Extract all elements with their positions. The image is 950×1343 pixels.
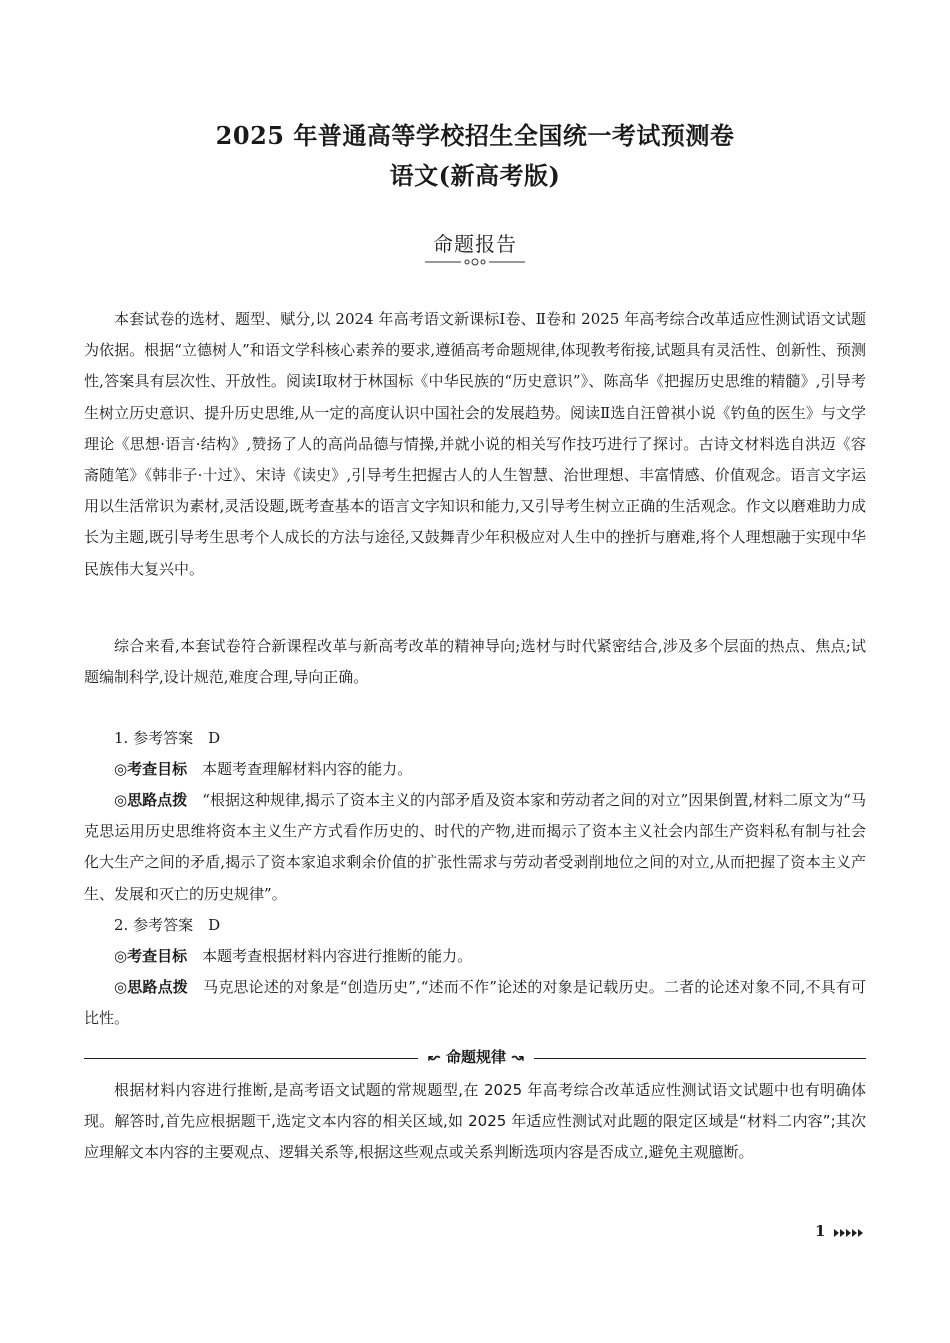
q2-idea-text: 马克思论述的对象是“创造历史”,“述而不作”论述的对象是记载历史。二者的论述对象不同,不具有可比性。	[84, 978, 867, 1028]
rule-line-left	[84, 1058, 418, 1059]
ornament-divider-icon	[425, 256, 525, 268]
rule-right-ornament-icon: ↝	[511, 1048, 524, 1066]
rule-paragraph: 根据材料内容进行推断,是高考语文试题的常规题型,在 2025 年高考综合改革适应性测试语文试题中也有明确体现。解答时,首先应根据题干,选定文本内容的相关区域,如 2025 年适应性测试对此题的限定区域是“材料二内容”;其次应理解文本内容的主要观点、逻辑关系等,根据这些观点或关系判断选项内容是否成立,避免主观臆断。	[84, 1081, 866, 1162]
q2-goal	[84, 941, 866, 972]
exam-subtitle: 语文(新高考版)	[389, 161, 561, 190]
report-paragraph-1: 本套试卷的选材、题型、赋分,以 2024 年高考语文新课标Ⅰ卷、Ⅱ卷和 2025 年高考综合改革适应性测试语文试题为依据。根据“立德树人”和语文学科核心素养的要求,遵循高考命题规律,体现教考衔接,试题具有灵活性、创新性、预测性,答案具有层次性、开放性。阅读Ⅰ取材于林国标《中华民族的“历史意识”》、陈高华《把握历史思维的精髓》,引导考生树立历史意识、提升历史思维,从一定的高度认识中国社会的发展趋势。阅读Ⅱ选自汪曾祺小说《钓鱼的医生》与文学理论《思想·语言·结构》,赞扬了人的高尚品德与情操,并就小说的相关写作技巧进行了探讨。古诗文材料选自洪迈《容斋随笔》《韩非子·十过》、宋诗《读史》,引导考生把握古人的人生智慧、治世理想、丰富情感、价值观念。语言文字运用以生活常识为素材,灵活设题,既考查基本的语言文字知识和能力,又引导考生树立正确的生活观念。作文以磨难助力成长为主题,既引导考生思考个人成长的方法与途径,又鼓舞青少年积极应对人生中的挫折与磨难,将个人理想融于实现中华民族伟大复兴中。	[84, 310, 866, 578]
section-heading	[0, 228, 950, 257]
q1-answer: 1. 参考答案 D	[114, 729, 221, 747]
rule-left-ornament-icon: ↜	[428, 1048, 441, 1066]
rule-heading-text: 命题规律	[445, 1048, 506, 1066]
q1-goal-text: 本题考查理解材料内容的能力。	[202, 760, 413, 778]
q2-answer: 2. 参考答案 D	[114, 916, 221, 934]
q1-goal	[84, 754, 866, 785]
q2-idea	[84, 972, 866, 1034]
page-arrows-icon	[834, 1229, 864, 1237]
section-heading-text: 命题报告	[433, 232, 517, 256]
q1-idea	[84, 785, 866, 910]
q2-goal-label: ◎考查目标	[114, 947, 188, 965]
q1-idea-text: “根据这种规律,揭示了资本主义的内部矛盾及资本家和劳动者之间的对立”因果倒置,材料二原文为“马克思运用历史思维将资本主义生产方式看作历史的、时代的产物,进而揭示了资本主义社会内部生产资料私有制与社会化大生产之间的矛盾,揭示了资本家追求剩余价值的扩张性需求与劳动者受剥削地位之间的对立,从而把握了资本主义产生、发展和灭亡的历史规律”。	[84, 791, 866, 903]
q1-goal-label: ◎考查目标	[114, 760, 188, 778]
q2-idea-label: ◎思路点拨	[114, 978, 188, 996]
report-paragraph-2: 综合来看,本套试卷符合新课程改革与新高考改革的精神导向;选材与时代紧密结合,涉及多个层面的热点、焦点;试题编制科学,设计规范,难度合理,导向正确。	[84, 637, 866, 687]
q2-goal-text: 本题考查根据材料内容进行推断的能力。	[202, 947, 473, 965]
rule-line-right	[534, 1058, 866, 1059]
rule-heading	[418, 1046, 534, 1067]
exam-title: 2025 年普通高等学校招生全国统一考试预测卷	[215, 121, 735, 150]
page-number: 1	[815, 1222, 826, 1240]
rule-heading-row	[84, 1046, 866, 1070]
q1-idea-label: ◎思路点拨	[114, 791, 188, 809]
